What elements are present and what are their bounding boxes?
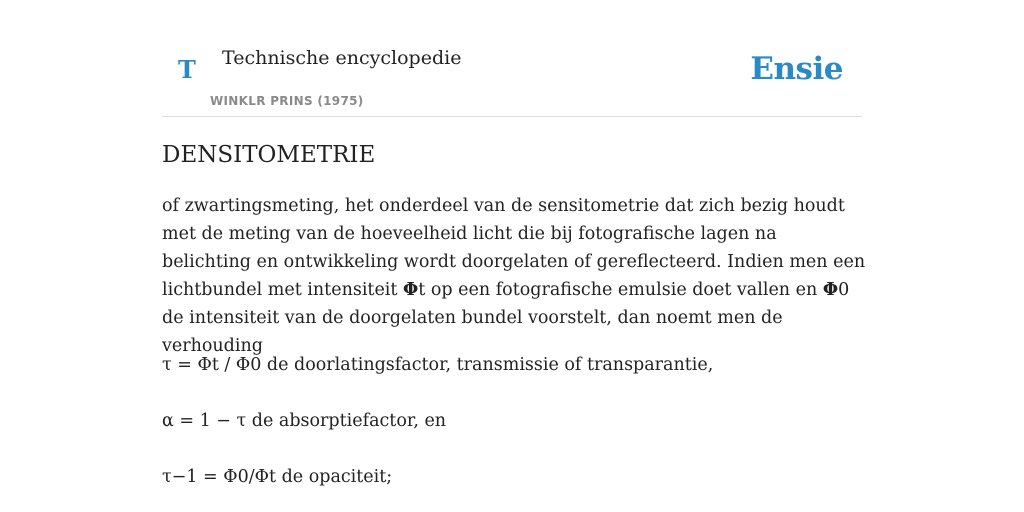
article-paragraph (162, 192, 866, 360)
paragraph-text-2: t op een fotografische emulsie doet vallen en (418, 280, 823, 300)
paragraph-text-1: of zwartingsmeting, het onderdeel van de sensitometrie dat zich bezig houdt met de meting van de hoeveelheid licht die bij fotografische lagen na belichting en ontwikkeling wordt doorgelaten of gereflecteerd. Indien men een lichtbundel met intensiteit (162, 196, 866, 300)
encyclopedia-logo-icon[interactable]: T (178, 55, 196, 84)
phi-symbol: Φ (822, 280, 839, 300)
paragraph-text-3: 0 de intensiteit van de doorgelaten bundel voorstelt, dan noemt men de verhouding (162, 280, 850, 356)
site-header (162, 0, 862, 117)
ensie-brand-logo[interactable]: Ensie (750, 51, 843, 87)
formula-absorption: α = 1 − τ de absorptiefactor, en (162, 411, 447, 431)
phi-symbol: Φ (403, 280, 419, 300)
formula-opacity: τ−1 = Φ0/Φt de opaciteit; (162, 467, 393, 487)
encyclopedia-source: WINKLR PRINS (1975) (210, 94, 364, 108)
article-headword: DENSITOMETRIE (162, 142, 376, 168)
encyclopedia-title[interactable]: Technische encyclopedie (222, 47, 462, 69)
formula-transmission: τ = Φt / Φ0 de doorlatingsfactor, transmissie of transparantie, (162, 355, 714, 375)
